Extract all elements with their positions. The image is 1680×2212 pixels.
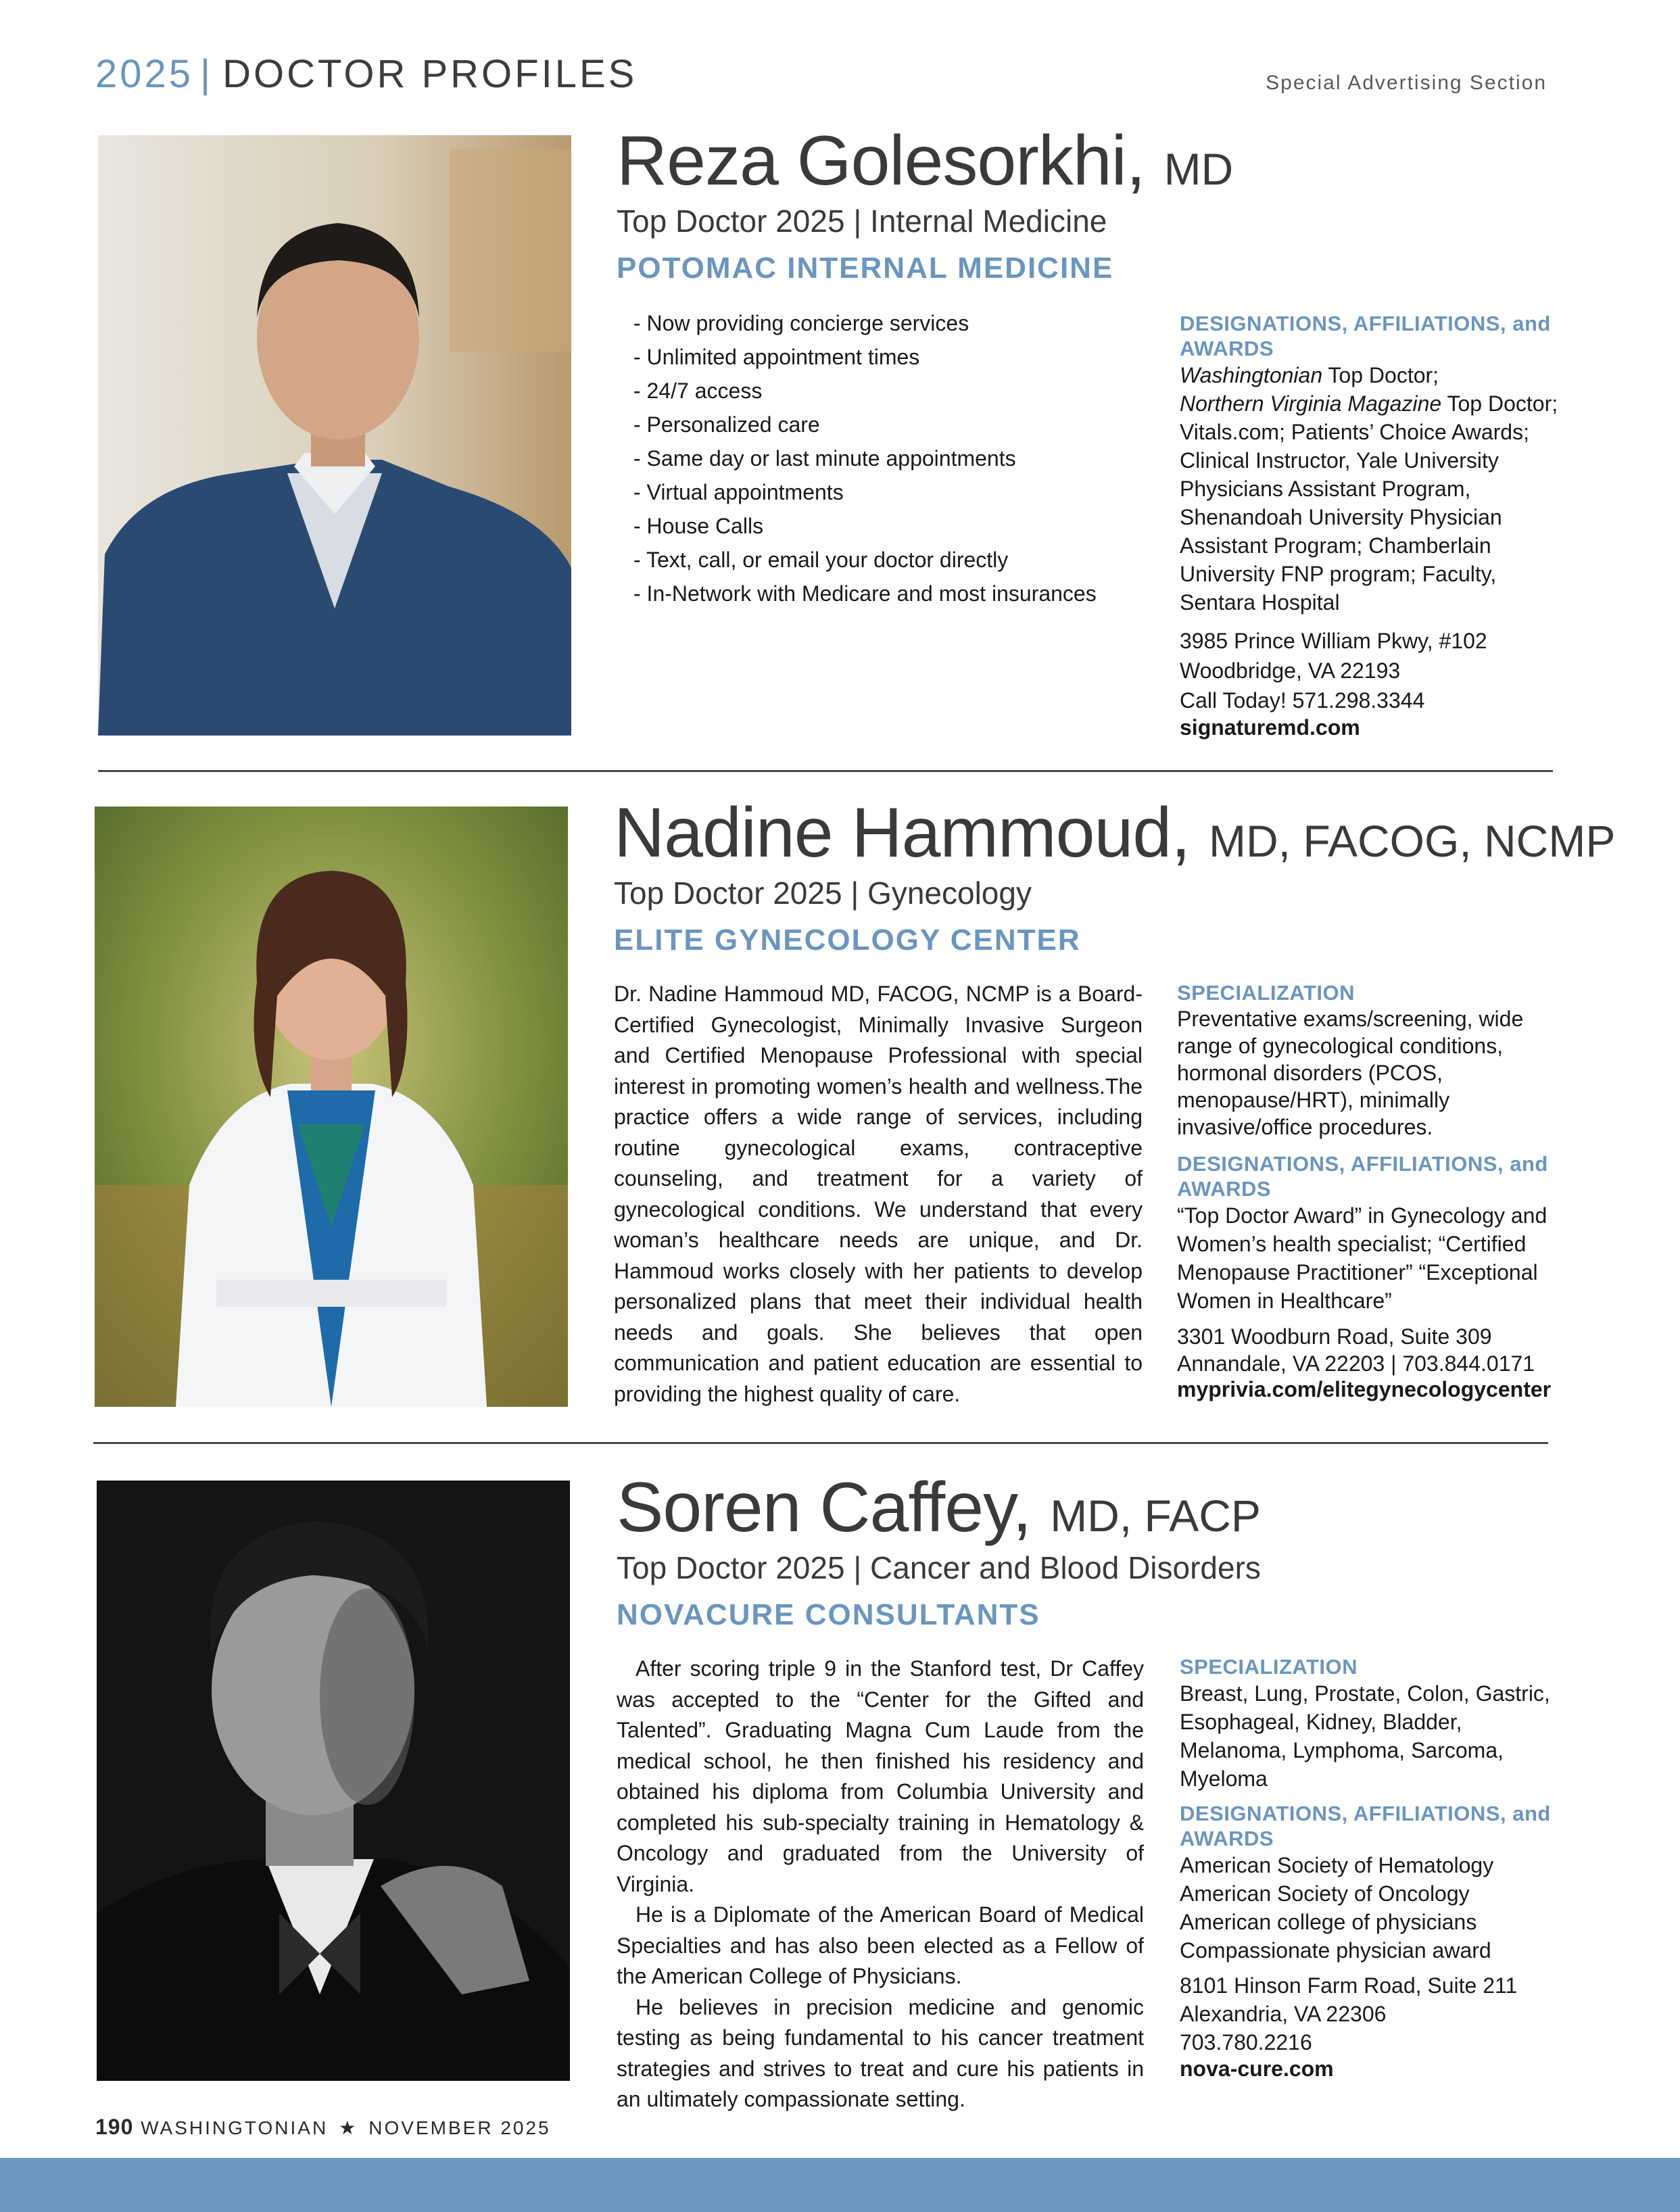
award-item: American Society of Oncology xyxy=(1180,1881,1470,1906)
services-list xyxy=(633,306,1147,610)
address-line-1: 3301 Woodburn Road, Suite 309 xyxy=(1177,1324,1492,1349)
specialization-text: Breast, Lung, Prostate, Colon, Gastric, Esophageal, Kidney, Bladder, Melanoma, Lymphoma, Sarcoma, Myeloma xyxy=(1180,1681,1550,1791)
divider xyxy=(98,770,1553,772)
list-item: - Now providing concierge services xyxy=(633,311,969,335)
doctor-photo-hammoud xyxy=(95,807,568,1407)
address-line-1: 3985 Prince William Pkwy, #102 xyxy=(1180,629,1487,653)
awards-heading: DESIGNATIONS, AFFILIATIONS, and AWARDS xyxy=(1180,1802,1551,1850)
name-text: Nadine Hammoud, xyxy=(614,794,1191,872)
specialization-heading: SPECIALIZATION xyxy=(1180,1655,1358,1679)
issue-date: NOVEMBER 2025 xyxy=(368,2117,551,2138)
bio-caffey xyxy=(617,1654,1144,2115)
credentials: MD, FACP xyxy=(1050,1491,1261,1541)
section-header xyxy=(95,51,637,97)
top-doctor-line: Top Doctor 2025 | Cancer and Blood Disorders xyxy=(617,1550,1261,1585)
list-item: - Unlimited appointment times xyxy=(633,345,920,369)
doctor-photo-golesorkhi xyxy=(98,135,571,736)
specialization-text: Preventative exams/screening, wide range of gynecological conditions, hormonal disorders (PCOS, menopause/HRT), minimally invasive/office procedures. xyxy=(1177,1007,1524,1139)
right-column-golesorkhi xyxy=(1180,311,1558,740)
practice-name: POTOMAC INTERNAL MEDICINE xyxy=(617,251,1114,285)
page-number: 190 xyxy=(95,2115,134,2139)
list-item: - Personalized care xyxy=(633,412,820,437)
address-line-2: Woodbridge, VA 22193 xyxy=(1180,658,1401,683)
bio-paragraph: He believes in precision medicine and genomic testing as being fundamental to his cancer treatment strategies and strives to treat and cure his patients in an ultimately compassionate setting. xyxy=(617,1994,1144,2111)
phone-number: Call Today! 571.298.3344 xyxy=(1180,688,1425,713)
publication-name: WASHINGTONIAN xyxy=(141,2117,329,2138)
awards-text xyxy=(1180,361,1558,617)
portrait-image xyxy=(97,1481,570,2081)
publication-name: Washingtonian xyxy=(1180,363,1323,387)
publication-name: Northern Virginia Magazine xyxy=(1180,391,1442,416)
list-item: - 24/7 access xyxy=(633,379,763,403)
list-item: - Virtual appointments xyxy=(633,480,844,504)
list-item: - House Calls xyxy=(633,514,764,538)
header-separator: | xyxy=(200,52,214,96)
award-item: American college of physicians xyxy=(1180,1910,1477,1934)
awards-heading: DESIGNATIONS, AFFILIATIONS, and AWARDS xyxy=(1180,312,1551,360)
credentials: MD, FACOG, NCMP xyxy=(1209,816,1616,866)
list-item: - In-Network with Medicare and most insurances xyxy=(633,581,1097,606)
website-link[interactable]: signaturemd.com xyxy=(1180,715,1360,740)
specialization-heading: SPECIALIZATION xyxy=(1177,981,1355,1005)
awards-part: Top Doctor; Vitals.com; Patients’ Choice Awards; Clinical Instructor, Yale University Physicians Assistant Program, Shenandoah University Physician Assistant Program; Chamberlain University FNP program; Faculty, Sentara Hospital xyxy=(1180,391,1558,615)
name-text: Soren Caffey, xyxy=(617,1468,1032,1547)
list-item: - Same day or last minute appointments xyxy=(633,446,1016,471)
website-link[interactable]: myprivia.com/elitegynecologycenter xyxy=(1177,1377,1552,1401)
doctor-name-hammoud xyxy=(614,794,1616,872)
list-item: - Text, call, or email your doctor directly xyxy=(633,548,1009,572)
awards-heading: DESIGNATIONS, AFFILIATIONS, and AWARDS xyxy=(1177,1152,1548,1201)
phone-number: 703.780.2216 xyxy=(1180,2030,1312,2054)
bio-paragraph: He is a Diplomate of the American Board of Medical Specialties and has also been elected as a Fellow of the American College of Physicians. xyxy=(617,1902,1144,1988)
name-text: Reza Golesorkhi, xyxy=(617,122,1145,200)
right-column-hammoud xyxy=(1177,980,1556,1402)
award-item: Compassionate physician award xyxy=(1180,1938,1491,1963)
address-line-1: 8101 Hinson Farm Road, Suite 211 xyxy=(1180,1973,1518,1998)
header-year: 2025 xyxy=(95,52,194,96)
practice-name: ELITE GYNECOLOGY CENTER xyxy=(614,923,1081,957)
portrait-image xyxy=(98,135,571,736)
bottom-color-band xyxy=(0,2158,1680,2212)
credentials: MD xyxy=(1163,144,1234,194)
page-footer xyxy=(95,2115,551,2140)
bio-hammoud xyxy=(614,979,1143,1410)
website-link[interactable]: nova-cure.com xyxy=(1180,2057,1334,2081)
special-advertising-label: Special Advertising Section xyxy=(1266,72,1547,94)
address-line-2: Annandale, VA 22203 | 703.844.0171 xyxy=(1177,1351,1535,1376)
bio-paragraph: Dr. Nadine Hammoud MD, FACOG, NCMP is a Board-Certified Gynecologist, Minimally Invasive Surgeon and Certified Menopause Professional with special interest in promoting women’s health and wellness.The practice offers a wide range of services, including routine gynecological exams, contraceptive counseling, and treatment for a variety of gynecological conditions. We understand that every woman’s healthcare needs are unique, and Dr. Hammoud works closely with her patients to develop personalized plans that meet their individual health needs and goals. She believes that open communication and patient education are essential to providing the highest quality of care. xyxy=(614,982,1143,1406)
top-doctor-line: Top Doctor 2025 | Internal Medicine xyxy=(617,203,1107,239)
award-item: American Society of Hematology xyxy=(1180,1853,1494,1877)
doctor-name-caffey xyxy=(617,1468,1261,1547)
star-icon: ★ xyxy=(339,2117,358,2138)
awards-text: “Top Doctor Award” in Gynecology and Women’s health specialist; “Certified Menopause Practitioner” “Exceptional Women in Healthcare” xyxy=(1177,1203,1547,1313)
address-line-2: Alexandria, VA 22306 xyxy=(1180,2002,1387,2026)
portrait-image xyxy=(95,807,568,1407)
right-column-caffey xyxy=(1180,1654,1558,2082)
awards-part: Top Doctor; xyxy=(1322,363,1439,387)
practice-name: NOVACURE CONSULTANTS xyxy=(617,1598,1040,1631)
divider xyxy=(93,1442,1548,1444)
bio-paragraph: After scoring triple 9 in the Stanford test, Dr Caffey was accepted to the “Center for the Gifted and Talented”. Graduating Magna Cum Laude from the medical school, he then finished his residency and obtained his diploma from Columbia University and completed his sub-specialty training in Hematology & Oncology and graduated from the University of Virginia. xyxy=(617,1656,1144,1896)
doctor-photo-caffey xyxy=(97,1481,570,2081)
header-title: DOCTOR PROFILES xyxy=(222,52,638,96)
doctor-name-golesorkhi xyxy=(617,122,1234,200)
top-doctor-line: Top Doctor 2025 | Gynecology xyxy=(614,875,1032,911)
